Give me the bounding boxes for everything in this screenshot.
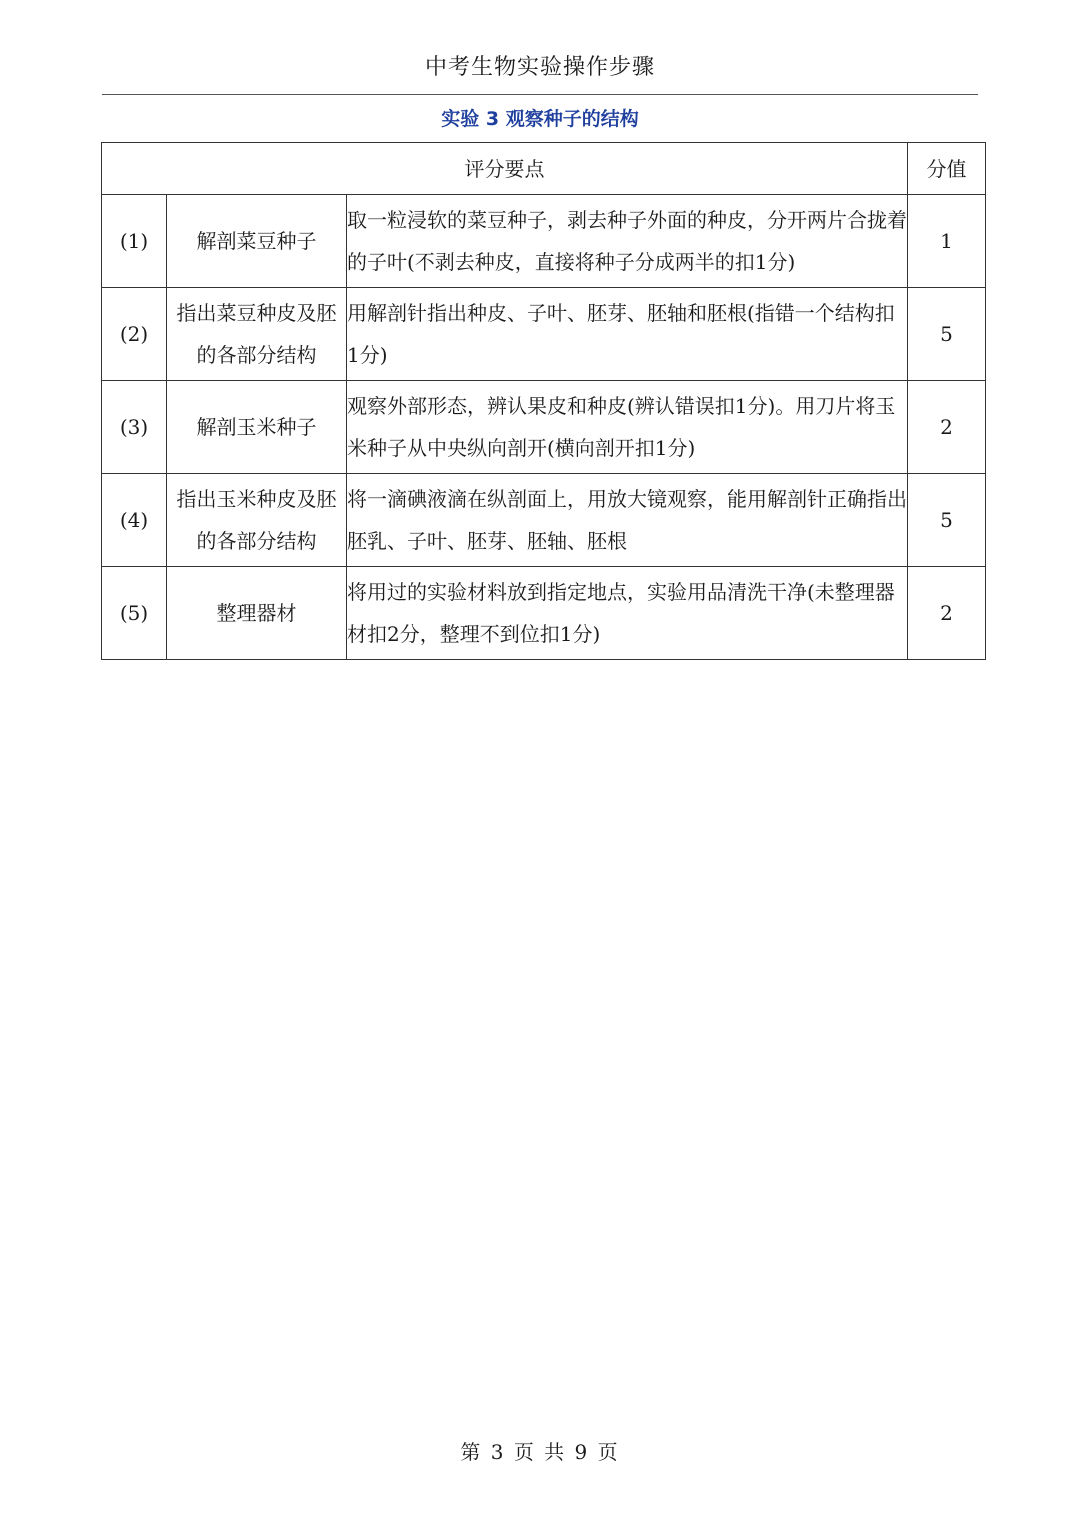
row-number: (1): [102, 195, 167, 288]
table-row: [102, 474, 986, 567]
row-description: 观察外部形态，辨认果皮和种皮(辨认错误扣1分)。用刀片将玉米种子从中央纵向剖开(横向剖开扣1分): [347, 381, 908, 474]
row-description: 将用过的实验材料放到指定地点，实验用品清洗干净(未整理器材扣2分，整理不到位扣1分): [347, 567, 908, 660]
table-header-row: [102, 143, 986, 195]
row-score: 2: [908, 567, 986, 660]
row-description: 将一滴碘液滴在纵剖面上，用放大镜观察，能用解剖针正确指出胚乳、子叶、胚芽、胚轴、胚根: [347, 474, 908, 567]
header-score: 分值: [908, 143, 986, 195]
row-description: 取一粒浸软的菜豆种子，剥去种子外面的种皮，分开两片合拢着的子叶(不剥去种皮，直接将种子分成两半的扣1分): [347, 195, 908, 288]
page-number-footer: 第 3 页 共 9 页: [460, 1440, 620, 1464]
header-scoring-points: 评分要点: [102, 143, 908, 195]
row-score: 5: [908, 288, 986, 381]
row-item: 解剖菜豆种子: [167, 195, 347, 288]
row-description: 用解剖针指出种皮、子叶、胚芽、胚轴和胚根(指错一个结构扣1分): [347, 288, 908, 381]
row-score: 2: [908, 381, 986, 474]
grading-table: [101, 142, 986, 660]
header-divider: [102, 94, 978, 95]
row-item: 指出菜豆种皮及胚的各部分结构: [167, 288, 347, 381]
section-title: 实验 3 观察种子的结构: [441, 108, 639, 130]
row-item: 整理器材: [167, 567, 347, 660]
table-row: [102, 567, 986, 660]
row-item: 解剖玉米种子: [167, 381, 347, 474]
table-row: [102, 288, 986, 381]
document-header-title: 中考生物实验操作步骤: [424, 55, 655, 80]
row-score: 1: [908, 195, 986, 288]
table-row: [102, 195, 986, 288]
row-number: (2): [102, 288, 167, 381]
row-number: (3): [102, 381, 167, 474]
row-score: 5: [908, 474, 986, 567]
row-number: (4): [102, 474, 167, 567]
table-row: [102, 381, 986, 474]
row-item: 指出玉米种皮及胚的各部分结构: [167, 474, 347, 567]
row-number: (5): [102, 567, 167, 660]
